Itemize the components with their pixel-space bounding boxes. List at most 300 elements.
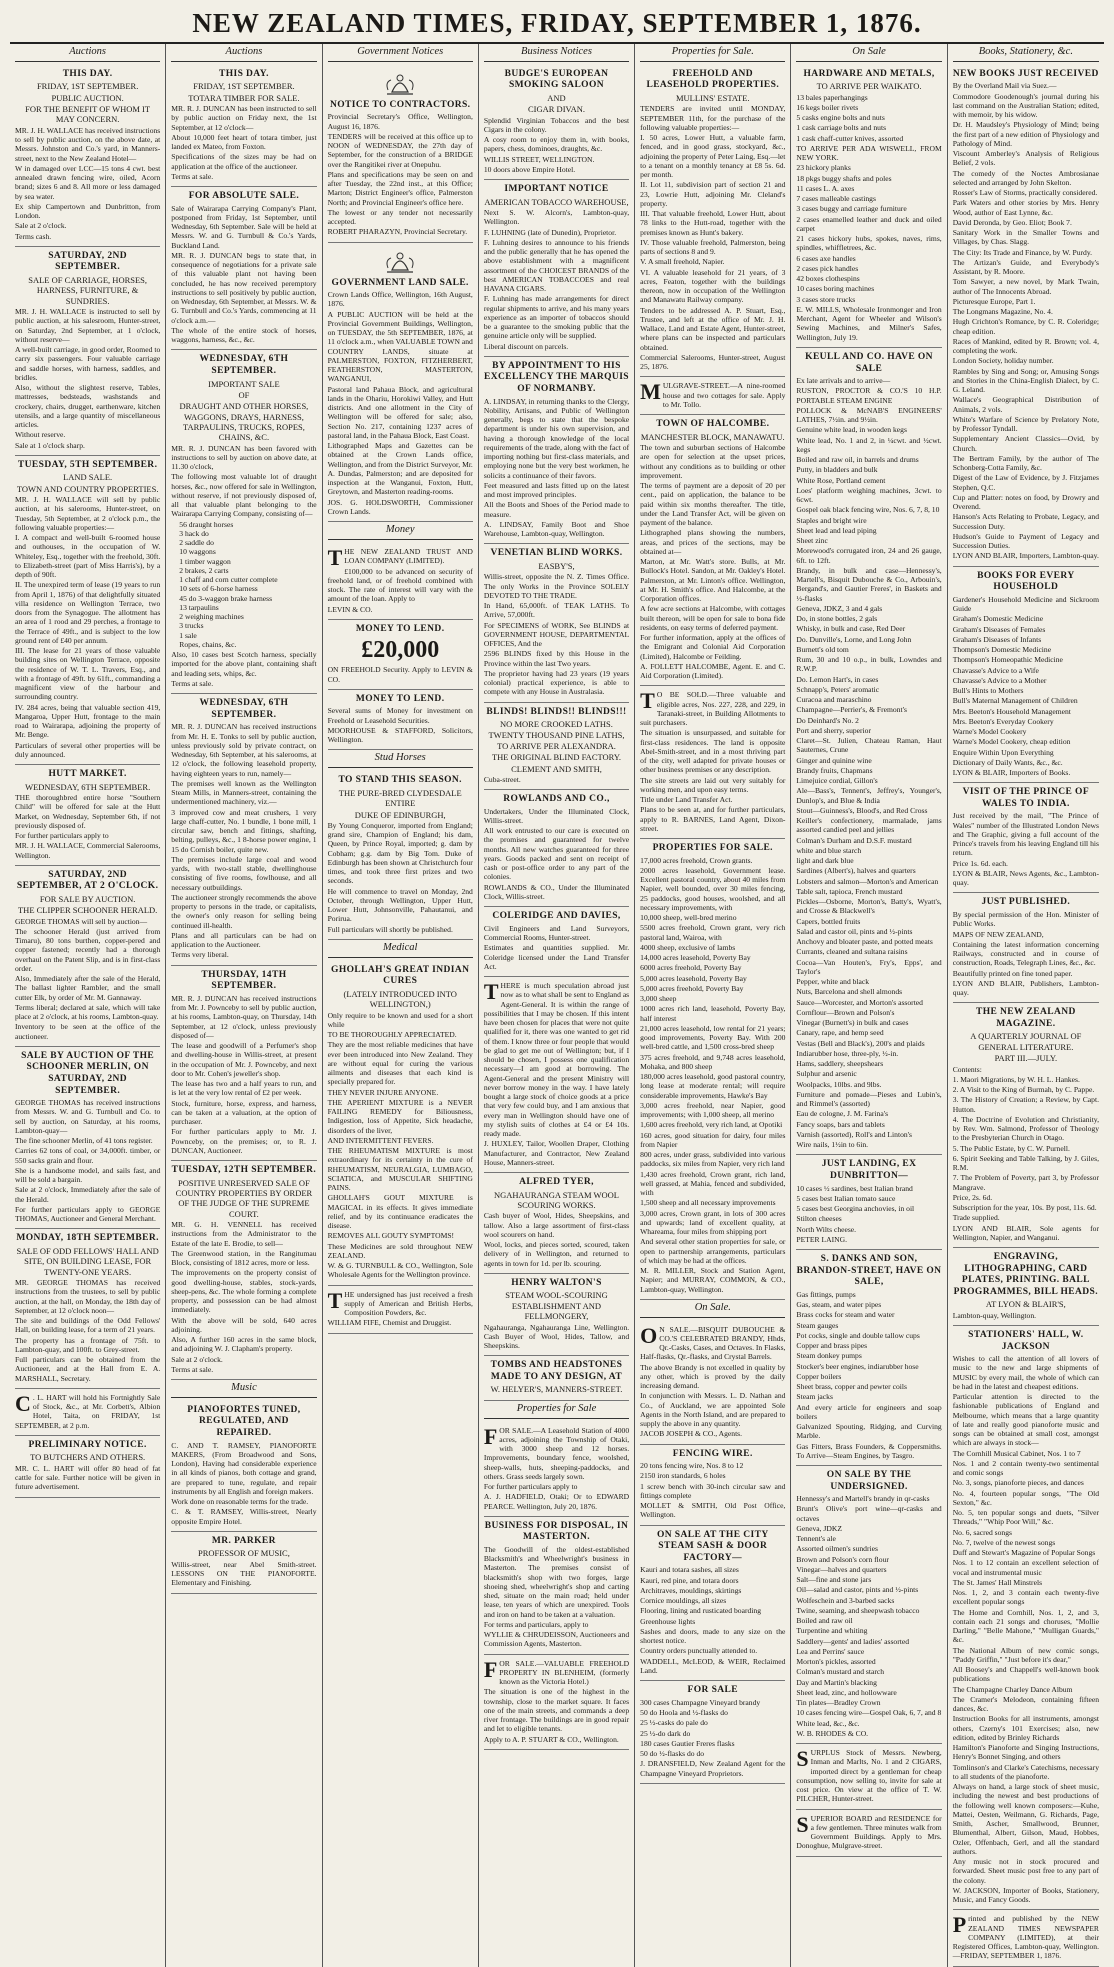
ad-text: O N SALE.—BISQUIT DUBOUCHE & CO.'S CELEBRATED BRANDY, Hhds, Qr.-Casks, Cases, and Octaves. In Flasks, Half-flasks, Qr.-flasks, and Crystal Barrels.: [640, 1322, 786, 1362]
ad-text: Park Waters and other stories by Mrs. Henry Wood, author of East Lynne, &c.: [952, 198, 1099, 217]
ad-text: Terms cash.: [15, 231, 52, 241]
ad-text: Crown Lands Office, Wellington, 16th August, 1876.: [327, 290, 473, 309]
ad-heading: SATURDAY, 2ND SEPTEMBER, AT 2 O'CLOCK.: [16, 869, 159, 892]
column: [323, 44, 479, 1967]
ad-item: 1 chaff and corn cutter complete: [179, 575, 278, 585]
drop-initial: F: [483, 1656, 498, 1682]
ad-text: A cosy room to enjoy them in, with books, papers, chess, dominoes, draughts, &c.: [483, 135, 630, 154]
ad-text: Specifications of the sizes may be had on application at the office of the auctioneer.: [171, 152, 317, 171]
advertisement: [328, 961, 473, 1286]
ad-text: The auctioneer strongly recommends the above property to persons in the trade, or capitalists, the owner's only reason for selling being continued ill-health.: [171, 892, 317, 930]
ad-text: Warne's Model Cookery, cheap edition: [952, 737, 1071, 747]
advertisement: [953, 1910, 1099, 1966]
ad-text: Cornflour—Brown and Polson's: [796, 1007, 895, 1017]
ad-text: 6000 acres freehold, Poverty Bay: [640, 963, 742, 973]
drop-initial: T: [327, 1287, 343, 1313]
ad-text: Wire nails, 1½in to 6in.: [796, 1140, 869, 1150]
ad-text: Tenders to be addressed A. P. Stuart, Esq., Trustee, and left at the office of Mr. J. H. Wallace, Land and Estate Agent, Hunter-street, where plans can be inspected and particulars obtained.: [640, 305, 786, 352]
ad-text: 1,600 acres freehold, very rich land, at Opotiki: [640, 1120, 783, 1130]
ad-text: A PUBLIC AUCTION will be held at the Provincial Government Buildings, Wellington, on TUESDAY, the 5th SEPTEMBER, 1876, at 11 o'clock a.m., when VALUABLE TOWN and COUNTRY LANDS, situate at PALMERSTON, FOXTON, FITZHERBERT, FEATHERSTON, MASTERTON, WANGANUI,: [327, 309, 473, 384]
drop-initial: F: [483, 1423, 498, 1449]
ad-text: Particulars of several other properties will be duly announced.: [15, 740, 161, 759]
ad-text: By Young Conqueror, imported from England; grand sire, Champion of England; his dam, Queen, by Prince Royal, imported; g. dam by Cobham; g.g. dam by Big Tom. Duke of Edinburgh has been shown at Christchurch four times, and took three first prizes and two seconds.: [327, 820, 473, 886]
ad-text: Contents:: [952, 1064, 982, 1074]
ad-text: Pickles—Osborne, Morton's, Batty's, Wyatt's, and Crosse & Blackwell's: [796, 897, 942, 916]
ad-text: By the Overland Mail via Suez.—: [952, 81, 1057, 91]
ad-text: J. HUXLEY, Tailor, Woollen Draper, Clothing Manufacturer, and Contractor, New Zealand House, Manners-street.: [483, 1139, 630, 1167]
ad-text: Civil Engineers and Land Surveyors, Commercial Rooms, Hunter-street.: [483, 923, 630, 943]
ad-text: The following most valuable lot of draught horses, &c., now offered for sale in Wellington, without reserve, if not previously disposed of, all that valuable plant belonging to the Wairarapa Carrying Company, consisting of—: [171, 472, 317, 519]
section-heading: On Sale.: [640, 1300, 785, 1318]
ad-text: Plans and specifications may be seen on and after Tuesday, the 22nd inst., at this Office; Marton; District Engineer's office, Palmerston North; and Provincial Engineer's office here.: [327, 169, 473, 207]
ad-text: The situation is unsurpassed, and suitable for first-class residences. The land is opposite Abel-Smith-street, and in a most thriving part of the city, well adapted for private houses or other business premises or any description.: [640, 728, 786, 775]
ad-text: 1. Maori Migrations, by W. H. L. Hankes.: [952, 1074, 1080, 1084]
ad-text: With the above will be sold, 640 acres adjoining.: [171, 1315, 317, 1334]
columns: [10, 44, 1104, 1961]
ad-heading: TWENTY THOUSAND PINE LATHS, TO ARRIVE PER ALEXANDRA.: [488, 730, 625, 751]
ad-text: Anchovy and bloater paste, and potted meats: [796, 937, 933, 947]
ad-text: For SPECIMENS of WORK, See BLINDS at GOVERNMENT HOUSE, DEPARTMENTAL OFFICES, And the: [483, 620, 630, 649]
ad-text: The premises include large coal and wood yards, with two-stall stable, dwellinghouse consisting of five rooms, fowlhouse, and all necessary outbuildings.: [171, 854, 317, 892]
advertisement: [15, 65, 160, 247]
ad-text: A. LINDSAY, Family Boot and Shoe Warehouse, Lambton-quay, Wellington.: [483, 519, 630, 539]
advertisement: [484, 65, 629, 180]
ad-text: Colman's mustard and starch: [796, 1667, 885, 1677]
ad-text: 2596 BLINDS fixed by this House in the Province within the last Two years.: [483, 649, 630, 668]
ad-text: Commercial Salerooms, Hunter-street, August 25, 1876.: [640, 352, 786, 372]
ad-heading: BLINDS! BLINDS!! BLINDS!!!: [486, 706, 627, 717]
ad-heading: WEDNESDAY, 6TH SEPTEMBER.: [25, 781, 151, 792]
ad-heading: SALE BY AUCTION OF THE SCHOONER MERLIN, ON SATURDAY, 2ND SEPTEMBER.: [21, 1050, 155, 1096]
ad-text: Title under Land Transfer Act.: [640, 795, 733, 804]
ad-text: David Deronda, by Geo. Eliot; Book 7.: [952, 217, 1072, 227]
advertisement: [484, 1655, 629, 1750]
ad-text: A well-built carriage, in good order, Roomed to carry six passengers. Four valuable carriage and saddle horses, with harness, saddles, and bridles.: [15, 345, 161, 382]
ad-text: 10 cases ½ sardines, best Italian brand: [796, 1183, 913, 1193]
ad-text: 2 cases enamelled leather and duck and oiled carpet: [796, 214, 942, 233]
ad-text: WYLLIE & CHRUDEISSON, Auctioneers and Commission Agents, Masterton.: [483, 1630, 630, 1649]
ad-text: 3 improved cow and meat crushers, 1 very large chaff-cutter, No. 1 bundle, 1 bone mill, 1 circular saw, bench and fittings, shafting, belting, pulleys, &c., 1 8-horse power engine, 1 15 do Cornish boiler, quite new.: [171, 807, 317, 854]
ad-text: About 10,000 feet heart of totara timber, just landed ex Mateo, from Foxton.: [171, 132, 317, 152]
ad-text: III. That valuable freehold, Lower Hutt, about 78 links to the Hutt-road, together with the premises known as Hunt's bakery.: [640, 209, 786, 237]
column: [791, 44, 947, 1967]
ad-text: JOS. G. HOLDSWORTH, Commissioner Crown Lands.: [327, 497, 473, 516]
ad-text: MR. R. J. DUNCAN has received instructions from Mr. J. Pownceby to sell by public auction, at his rooms, Lambton-quay, on Thursday, 14th September, at 12 o'clock, unless previously disposed of—: [171, 993, 317, 1040]
advertisement: [640, 1445, 785, 1526]
ad-text: Also, Immediately after the sale of the Herald, The ballast lighter Rambler, and the small cutter Elk, by order of Mr. M. Gannaway.: [15, 974, 161, 1002]
ad-text: 5. The Public Estate, by C. W. Purnell.: [952, 1143, 1070, 1153]
ad-text: Wallace's Geographical Distribution of Animals, 2 vols.: [952, 395, 1099, 414]
ad-text: The National Album of new comic songs, "Paddy Griffin," "Just before it's dear,": [952, 1645, 1099, 1664]
ad-text: Chavasse's Advice to a Mother: [952, 675, 1047, 685]
ad-item: 3 hack do: [179, 528, 209, 538]
ad-text: MULGRAVE-STREET.—A nine-roomed house and two cottages for sale. Apply to Mr. Tollo.: [640, 379, 786, 409]
ad-text: Graham's Diseases of Infants: [952, 634, 1042, 644]
ad-heading: VENETIAN BLIND WORKS.: [490, 548, 623, 559]
ad-text: THE thoroughbred entire horse "Southern Child" will be offered for sale at the Hutt Market, on Wednesday, September 6th, if not previously disposed of.: [15, 793, 161, 830]
ad-text: White Rose, Portland cement: [796, 475, 886, 485]
ad-heading: PROPERTIES FOR SALE.: [652, 843, 773, 853]
column: [10, 44, 166, 1967]
ad-heading: PUBLIC AUCTION.: [51, 92, 124, 103]
ad-text: GEORGE THOMAS has received instructions from Messrs. W. and G. Turnbull and Co. to sell by auction, on Saturday, at his rooms, Lambton-quay—: [15, 1098, 161, 1135]
ad-text: The site and buildings of the Odd Fellows' Hall, on building lease, for a term of 21 years.: [15, 1316, 161, 1335]
advertisement: [796, 1250, 941, 1466]
ad-heading: ROWLANDS AND CO.,: [503, 794, 610, 805]
ad-text: Twine, seaming, and sheepwash tobacco: [796, 1605, 920, 1615]
ad-heading: HUTT MARKET.: [48, 769, 127, 780]
ad-text: Sheet brass, copper and pewter coils: [796, 1382, 907, 1392]
ad-text: 14,000 acres leasehold, Poverty Bay: [640, 953, 751, 963]
advertisement: [15, 1047, 160, 1230]
ad-text: Full particulars will shortly be published.: [327, 924, 453, 934]
ad-item: 2 brakes, 2 carts: [179, 565, 229, 575]
ad-text: Viscount Amberley's Analysis of Religious Belief, 2 vols.: [952, 149, 1099, 168]
ad-heading: VISIT OF THE PRINCE OF WALES TO INDIA.: [962, 787, 1090, 809]
ad-text: Furniture and pomade—Pieses and Lubin's, and Rimmel's (assorted): [796, 1089, 942, 1109]
advertisement: [484, 1422, 629, 1517]
ad-text: Indiarubber hose, three-ply, ½-in.: [796, 1048, 899, 1058]
section-heading: Money: [328, 522, 473, 540]
ad-text: Graham's Diseases of Females: [952, 624, 1046, 634]
advertisement: [953, 567, 1099, 784]
ad-text: LYON AND BLAIR, Sole agents for Wellington, Napier, and Wanganui.: [952, 1223, 1099, 1242]
ad-text: GEORGE THOMAS will sell by auction—: [15, 916, 148, 926]
ad-text: Dictionary of Daily Wants, &c., &c.: [952, 757, 1063, 767]
ad-text: Terms very liberal.: [171, 950, 229, 960]
ad-text: Plans and all particulars can be had on application to the Auctioneer.: [171, 930, 317, 950]
ad-heading: KEULL AND CO. HAVE ON SALE: [805, 351, 933, 374]
ad-text: Mrs. Beeton's Everyday Cookery: [952, 716, 1054, 726]
ad-text: Fancy soaps, bars and tablets: [796, 1119, 885, 1129]
ad-text: THEY NEVER INJURE ANYONE.: [327, 1087, 439, 1097]
ad-text: Containing the latest information concerning Railways, constructed and in course of construction, Roads, Telegraph Lines, &c., &c.: [952, 939, 1099, 968]
ad-heading: SALE OF ODD FELLOWS' HALL AND SITE, ON BUILDING LEASE, FOR TWENTY-ONE YEARS.: [16, 1246, 159, 1277]
ad-text: 10,000 sheep, well-bred merino: [640, 913, 737, 923]
ad-text: T O BE SOLD.—Three valuable and eligible acres, Nos. 227, 228, and 229, in Taranaki-street, in Building Allotments to suit purchasers.: [640, 688, 786, 727]
ad-text: For further particulars apply to: [483, 1482, 578, 1492]
ad-text: Willis-street, opposite the N. Z. Times Office. The only Works in the Province SOLELY DEVOTED TO THE TRADE.: [483, 572, 630, 600]
ad-text: Sale at 2 o'clock.: [15, 221, 67, 231]
ad-text: 25 ½-do dark do: [640, 1728, 691, 1738]
royal-crest-icon: [383, 70, 417, 98]
ad-heading: SALE OF CARRIAGE, HORSES, HARNESS, FURNITURE, & SUNDRIES.: [28, 274, 148, 306]
ad-text: Ex ship Campertown and Dunbritton, from London.: [15, 201, 161, 221]
ad-item: Ropes, chains, &c.: [179, 639, 237, 649]
ad-text: Tom Sawyer, a new novel, by Mark Twain, author of The Innocents Abroad.: [952, 277, 1099, 296]
ad-text: 7 cases malleable castings: [796, 194, 876, 204]
ad-text: LYON AND BLAIR, Publishers, Lambton-quay.: [952, 978, 1099, 998]
ad-text: MR. J. H. WALLACE is instructed to sell by public auction, at his salesroom, Hunter-street, on Saturday, 2nd September, at 1 o'clock, without reserve—: [15, 307, 161, 344]
ad-heading: CIGAR DIVAN.: [527, 104, 585, 115]
ad-text: The schooner Herald (just arrived from Timaru), 80 tons burthen, copper-pered and copper fastened; recently had a thorough overhaul on the Patent Slip, and is in first-class order.: [15, 926, 161, 973]
ad-heading: MONEY TO LEND.: [355, 623, 445, 634]
ad-heading: LAND SALE.: [63, 472, 113, 483]
ad-heading: MANCHESTER BLOCK, MANAWATU.: [640, 431, 785, 442]
ad-heading: MONDAY, 18TH SEPTEMBER.: [16, 1233, 159, 1244]
ad-amount: £20,000: [361, 637, 440, 664]
ad-text: V. A small freehold, Napier.: [640, 257, 725, 267]
ad-text: W in damaged over LCC—15 tons 4 cwt. best annealed drawn fencing wire, oiled, Acorn brand; sizes 6 and 8. All more or less damaged by sea water.: [15, 163, 161, 201]
ad-text: Brandy fruits, Chapmans: [796, 765, 873, 775]
ad-heading: PROFESSOR OF MUSIC,: [197, 1548, 290, 1559]
ad-heading: STATIONERS' HALL, W. JACKSON: [968, 1329, 1084, 1352]
advertisement: [171, 187, 316, 350]
ad-text: 21,000 acres leasehold, low rental for 21 years; good improvements, Poverty Bay. With 200 well-bred cattle, and 1,500 cross-bred sheep: [640, 1023, 786, 1052]
ad-text: No. 3, songs, pianoforte pieces, and dances: [952, 1478, 1084, 1488]
ad-text: Vinegar (Burnett's) in bulk and cases: [796, 1018, 909, 1028]
ad-text: Copper and brass pipes: [796, 1341, 868, 1351]
ad-text: 180,000 acres leasehold, good pastoral country, long lease at moderate rental; will require considerable improvements, Hawke's Bay: [640, 1072, 786, 1100]
ad-text: Brown and Polson's corn flour: [796, 1554, 889, 1564]
ad-heading: FOR THE BENEFIT OF WHOM IT MAY CONCERN.: [25, 104, 151, 125]
advertisement: [171, 1532, 316, 1594]
ad-text: Hams, saddlery, sheepshears: [796, 1059, 884, 1069]
ad-heading: TO BUTCHERS AND OTHERS.: [30, 1452, 146, 1463]
ad-text: The Goodwill of the oldest-established Blacksmith's and Wheelwright's business in Masterton. The premises consist of blacksmith's shop with two forges, large shoeing shed, wheelwright's shop and carting shed, situate on the main road; held under lease, ten years of which are unexpired. Tools and iron on hand to be taken at a valuation.: [483, 1544, 630, 1619]
ad-text: Morewood's corrugated iron, 24 and 26 gauge, 6ft. to 12ft.: [796, 546, 942, 565]
ad-text: RUSTON, PROCTOR & CO.'S 10 H.P. PORTABLE STEAM ENGINE: [796, 386, 942, 405]
ad-text: Loes' platform weighing machines, 3cwt. to 6cwt.: [796, 485, 942, 505]
ad-text: MR. R. J. DUNCAN has been favored with instructions to sell by auction on above date, at 11.30 o'clock,: [171, 443, 317, 472]
ad-text: Carries 62 tons of coal, or 34,000ft. timber, or 550 sacks grain and flour.: [15, 1146, 161, 1165]
advertisement: [328, 543, 473, 620]
advertisement: [953, 783, 1099, 893]
ad-text: F. Luhning desires to announce to his friends and the public generally that he has opened the above establishment with a magnificent assortment of the CHOICEST BRANDS of the best AMERICAN TOBACCOES and real HAVANA CIGARS.: [483, 237, 630, 294]
ad-text: Currants, cleaned and sultana raisins: [796, 947, 908, 957]
ad-text: Wolfeschein and 3-barbed sacks: [796, 1595, 895, 1605]
ad-text: 3,000 acres, Crown grant, in lots of 300 acres and upwards; land of excellent quality, at Whareama, four miles from shipping port: [640, 1208, 786, 1237]
ad-text: Do, in stone bottles, 2 gals: [796, 614, 878, 624]
ad-text: 7. The Problem of Poverty, part 3, by Professor Mangrave.: [952, 1173, 1099, 1192]
ad-text: For terms and particulars, apply to: [483, 1619, 589, 1629]
ad-text: Putty, in bladders and bulk: [796, 465, 878, 475]
ad-text: AND INTERMITTENT FEVERS.: [327, 1135, 434, 1145]
ad-heading: TOWN OF HALCOMBE.: [656, 419, 770, 430]
ad-text: Galvanized Spouting, Ridging, and Curving Marble.: [796, 1422, 942, 1441]
ad-text: Sanitary Work in the Smaller Towns and Villages, by Chas. Slagg.: [952, 228, 1099, 247]
section-heading: Medical: [328, 940, 473, 958]
ad-heading: NO MORE CROOKED LATHS.: [500, 719, 613, 730]
ad-text: No. 6, sacred songs: [952, 1527, 1012, 1537]
ad-text: light and dark blue: [796, 856, 854, 866]
ad-text: Full particulars can be obtained from the Auctioneer, and at the Hall from E. A. MARSHALL, Secretary.: [15, 1355, 161, 1383]
ad-text: Also, A further 160 acres in the same block, and adjoining W. J. Clapham's property.: [171, 1335, 317, 1354]
ad-text: Steam gauges: [796, 1320, 839, 1330]
ad-text: White lead, No. 1 and 2, in ¼cwt. and ½cwt. kegs: [796, 435, 942, 454]
ad-heading: FOR SALE: [687, 1685, 738, 1696]
ad-text: Lea and Perrins' sauce: [796, 1646, 865, 1656]
ad-text: For further information, apply at the offices of the Emigrant and Colonial Aid Corporation (Limited), Halcombe or Feilding.: [640, 633, 786, 661]
ad-text: Hanson's Acts Relating to Probate, Legacy, and Succession Duty.: [952, 512, 1099, 531]
advertisement: [328, 243, 473, 523]
ad-text: Instruction Books for all instruments, amongst others, Czerny's 101 Exercises; also, new edition, edited by Brinley Richards: [952, 1714, 1099, 1742]
ad-heading: THE CLIPPER SCHOONER HERALD.: [17, 905, 158, 916]
ad-text: Digest of the Law of Evidence, by J. Fitzjames Stephen, Q.C.: [952, 473, 1099, 492]
ad-text: Lobsters and salmon—Morton's and American: [796, 876, 939, 886]
ad-text: WILLIS STREET, WELLINGTON.: [483, 154, 595, 164]
ad-text: Races of Mankind, edited by R. Brown; vol. 4, completing the work.: [952, 336, 1099, 356]
ad-text: Pastoral land Pahaua Block, and agricultural lands in the Ohariu, Horokiwi Valley, and Hutt districts. And one allotment in the City of Wellington will be offered for sale; also, Section No. 217, containing 1237 acres of pastoral land, in the Pahaua Block, East Coast.: [327, 384, 473, 440]
ad-text: Assorted oilmen's sundries: [796, 1544, 878, 1554]
advertisement: [796, 1155, 941, 1250]
advertisement: [15, 247, 160, 456]
ad-text: Oil—salad and castor, pints and ½-pints: [796, 1585, 919, 1595]
ad-text: The lease and goodwill of a Perfumer's shop and dwelling-house in Willis-street, at present in the occupation of Mr. J. Pownceby, and next door to Mr. Cohen's jeweller's shop.: [171, 1041, 317, 1078]
ad-text: Turpentine and whiting: [796, 1626, 868, 1636]
ad-text: Port and sherry, superior: [796, 725, 872, 735]
ad-text: Gas, steam, and water pipes: [796, 1300, 882, 1310]
ad-text: Steam donkey pumps: [796, 1351, 862, 1361]
ad-text: Geneva, JDKZ: [796, 1523, 842, 1533]
ad-text: Greenhouse lights: [640, 1616, 696, 1626]
ad-text: The St. James' Hall Minstrels: [952, 1577, 1043, 1587]
advertisement: [484, 790, 629, 907]
ad-text: Willis-street, near Abel Smith-street. LESSONS ON THE PIANOFORTE. Elementary and Finishing.: [171, 1559, 317, 1588]
ad-text: Country orders punctually attended to.: [640, 1646, 758, 1656]
ad-item: 56 draught horses: [179, 519, 234, 529]
ad-text: 6 cases axe handles: [796, 253, 856, 263]
advertisement: [953, 1248, 1099, 1326]
ad-text: In Hand, 65,000ft. of TEAK LATHS. To Arrive, 57,000ft.: [483, 601, 630, 620]
ad-heading: AT LYON & BLAIR'S,: [985, 1299, 1066, 1310]
advertisement: [640, 415, 785, 686]
ad-text: LYON & BLAIR, News Agents, &c., Lambton-quay.: [952, 868, 1099, 888]
ad-text: 1 cask chaff-cutter knives, assorted: [796, 133, 904, 143]
ad-text: TENDERS will be received at this office up to NOON of WEDNESDAY, the 27th day of September, for the construction of a BRIDGE over the Rangitikei river at Onepuhu.: [327, 131, 473, 169]
ad-text: Salt—fine and stone jars: [796, 1575, 872, 1585]
advertisement: [953, 1003, 1099, 1248]
column: [948, 44, 1104, 1967]
ad-text: And every article for engineers and soap boilers: [796, 1402, 942, 1421]
ad-text: 800 acres, under grass, subdivided into various paddocks, six miles from Napier, very rich land: [640, 1150, 786, 1169]
ad-heading: AMERICAN TOBACCO WAREHOUSE,: [484, 196, 629, 207]
ad-text: Morton's pickles, assorted: [796, 1657, 876, 1667]
ad-text: Graham's Domestic Medicine: [952, 614, 1044, 624]
ad-text: Beautifully printed on fine toned paper.: [952, 968, 1073, 978]
ad-text: Warne's Model Cookery: [952, 727, 1027, 737]
ad-text: 3 cases buggy and carriage furniture: [796, 204, 907, 214]
ad-text: Woolpacks, 10lbs. and 9lbs.: [796, 1079, 882, 1089]
ad-text: Flooring, lining and rusticated boarding: [640, 1606, 761, 1616]
advertisement: [796, 1744, 941, 1810]
ad-text: 6. Spirit Seeking and Table Talking, by J. Giles, R.M.: [952, 1153, 1099, 1172]
advertisement: [640, 839, 785, 1300]
section-heading: Stud Horses: [328, 750, 473, 768]
ad-text: These Medicines are sold throughout NEW ZEALAND.: [327, 1241, 473, 1260]
advertisement: [953, 65, 1099, 567]
ad-heading: ON SALE AT THE CITY STEAM SASH & DOOR FACTORY—: [656, 1529, 769, 1563]
ad-heading: POSITIVE UNRESERVED SALE OF COUNTRY PROPERTIES BY ORDER OF THE JUDGE OF THE SUPREME COURT.: [175, 1177, 313, 1219]
section-heading: Music: [171, 1380, 316, 1398]
ad-text: 2000 acres leasehold, Government lease. Excellent pastoral country, about 40 miles from Napier, well bounded, over 30 miles fencing, 25 paddocks, good houses, woolshed, and all necessary improvements, with: [640, 865, 786, 912]
drop-initial: T: [327, 545, 343, 570]
section-heading: Properties for Sale.: [640, 44, 785, 62]
ad-text: Tin plates—Bradley Crown: [796, 1698, 881, 1708]
ad-text: WILLIAM FIFE, Chemist and Druggist.: [327, 1318, 452, 1328]
ad-heading: THE NEW ZEALAND MAGAZINE.: [975, 1007, 1076, 1029]
ad-text: IV. Those valuable freehold, Palmerston, being parts of sections 8 and 9.: [640, 237, 786, 257]
ad-text: Any music not in stock procured and forwarded. Sheet music post free to any part of the colony.: [952, 1857, 1099, 1885]
ad-heading: PART III.—JULY.: [994, 1053, 1058, 1064]
ad-text: Whisky, in bulk and case, Red Deer: [796, 624, 906, 634]
ad-text: For further particulars apply to Mr. J. Pownceby, on the premises; or, to R. J. DUNCAN, Auctioneer.: [171, 1127, 317, 1155]
ad-text: Gas fittings, pumps: [796, 1289, 856, 1299]
ad-text: They are the most reliable medicines that have ever been introduced into New Zealand. They are without equal for curing the various ailments and diseases that each kind is specially prepared for.: [327, 1040, 473, 1087]
ad-text: Enquire Within Upon Everything: [952, 747, 1054, 757]
advertisement: [171, 1401, 316, 1532]
ad-text: Stilton cheeses: [796, 1214, 842, 1224]
ad-text: The lowest or any tender not necessarily accepted.: [327, 207, 473, 227]
advertisement: [328, 690, 473, 751]
ad-text: Dr. H. Maudsley's Physiology of Mind; being the first part of a new edition of Physiology and Pathology of Mind.: [952, 120, 1099, 148]
ad-heading: IMPORTANT SALE: [208, 378, 280, 389]
ad-text: 50 do Hoola and ½-flasks do: [640, 1708, 728, 1718]
ad-text: 160 acres, good situation for dairy, four miles from Napier: [640, 1130, 786, 1149]
advertisement: [640, 1681, 785, 1784]
ad-text: Terms at sale.: [171, 678, 214, 688]
ad-heading: S. DANKS AND SON, BRANDON-STREET, HAVE ON SALE,: [796, 1254, 942, 1288]
ad-item-list: [179, 520, 316, 650]
ad-heading: MONEY TO LEND.: [355, 693, 445, 704]
ad-text: The terms of payment are a deposit of 20 per cent., paid on application, the balance to be paid within six months thereafter. The title, under the Land Transfer Act, will be given on payment of the balance.: [640, 481, 786, 527]
ad-text: 5 cases best Georgina anchovies, in oil: [796, 1204, 915, 1214]
ad-text: Sardines (Albert's), halves and quarters: [796, 866, 916, 876]
ad-text: The town and suburban sections of Halcombe are open for selection at the upset prices, without any conditions as to building or other improvement.: [640, 443, 786, 480]
ad-text: In conjunction with Messrs. L. D. Nathan and Co., of Auckland, we are appointed Sole Agents in the North Island, and are prepared to supply the above in any quantity.: [640, 1391, 786, 1429]
ad-heading: THIS DAY.: [218, 68, 269, 79]
section-heading: Books, Stationery, &c.: [953, 44, 1099, 62]
ad-text: THERE is much speculation abroad just now as to what shall be sent to England as Agent-General. It is within the range of possibilities that I may be chosen. If this intent have been chosen for places that were not quite qualified for it, there was one wanted to get rid of them. I know three or four people that would be glad to get me out of Wellington; but, if I should be chosen, I possess one qualification necessary—I am good at borrowing. The Agent-General and the present Ministry will never borrow money in the way. I have lately bought a large stock of choice goods at a price that very few could buy, and I am anxious that every man in Wellington should have one of my stylish suits of clothes at £4 or £4 10s. ready made.: [483, 979, 630, 1139]
ad-text: Kauri, red pine, and totara doors: [640, 1575, 739, 1585]
ad-text: MR. R. J. DUNCAN has been instructed to sell by public auction on Friday next, the 1st September, at 12 o'clock—: [171, 104, 317, 132]
advertisement: [484, 977, 629, 1173]
ad-heading: TOTARA TIMBER FOR SALE.: [188, 92, 300, 103]
advertisement: [484, 180, 629, 357]
ad-item: 10 waggons: [179, 547, 216, 557]
ad-text: Sashes and doors, made to any size on the shortest notice.: [640, 1626, 786, 1646]
ad-text: Commodore Goodenough's journal during his last command on the Australian Station; edited, with memoir, by his widow.: [952, 91, 1099, 120]
ad-text: Several sums of Money for investment on Freehold or Leasehold Securities.: [327, 706, 473, 725]
ad-text: The Home and Cornhill, Nos. 1, 2, and 3, contain each 21 songs and choruses, "Mollie Darling," "Belle Mahone," "Mulligan Guards," &c.: [952, 1607, 1099, 1645]
ad-heading: W. HELYER'S, MANNERS-STREET.: [490, 1384, 623, 1395]
ad-text: Stout—Guinness's, Blood's, and Red Cross: [796, 805, 928, 815]
ad-text: Thompson's Homeopathic Medicine: [952, 655, 1063, 665]
ad-text: Picturesque Europe, Part 1.: [952, 296, 1036, 306]
ad-text: TO BE THOROUGHLY APPRECIATED.: [327, 1030, 457, 1040]
ad-text: SURPLUS Stock of Messrs. Newberg, Inman and Marlts, No. 1 and 2 CIGARS, imported direct by a gentleman for cheap consumption, now selling to, invite for sale at cost price. On view at the office of T. W. PILCHER, Hunter-street.: [796, 1746, 942, 1804]
ad-heading: DUKE OF EDINBURGH,: [354, 809, 446, 820]
ad-text: Duff and Stewart's Magazine of Popular Songs: [952, 1548, 1096, 1558]
ad-text: The situation is one of the highest in the township, close to the market square. It faces one of the main streets, and commands a deep river frontage. The buildings are in good repair and let to eligible tenants.: [483, 1687, 630, 1734]
ad-heading: EASBY'S,: [538, 560, 575, 571]
ad-text: Day and Martin's blacking: [796, 1677, 877, 1687]
ad-text: 18 pkgs buggy shafts and poles: [796, 173, 892, 183]
ad-text: 10 doors above Empire Hotel.: [483, 164, 576, 174]
column: [166, 44, 322, 1967]
ad-text: WADDELL, McLEOD, & WEIR, Reclaimed Land.: [640, 1656, 786, 1675]
ad-text: THE APERIENT MIXTURE is a NEVER FAILING REMEDY for Biliousness, Indigestion, loss of Appetite, Sick headache, disorders of the liver,: [327, 1097, 473, 1135]
advertisement: [484, 544, 629, 702]
ad-text: Bull's Maternal Management of Children: [952, 696, 1078, 706]
ad-text: Hamilton's Pianoforte and Singing Instructions, Henry's Bonnet Singing, and others: [952, 1743, 1099, 1762]
ad-text: 3,000 acres freehold, near Napier, good improvements; with 1,000 sheep, all merino: [640, 1100, 786, 1120]
ad-text: Architraves, mouldings, skirtings: [640, 1585, 742, 1595]
ad-text: Champagne—Perrier's, & Fremont's: [796, 705, 907, 715]
column: [635, 44, 791, 1967]
advertisement: [640, 65, 785, 378]
ad-text: 50 do ½-flasks do do: [640, 1749, 705, 1759]
